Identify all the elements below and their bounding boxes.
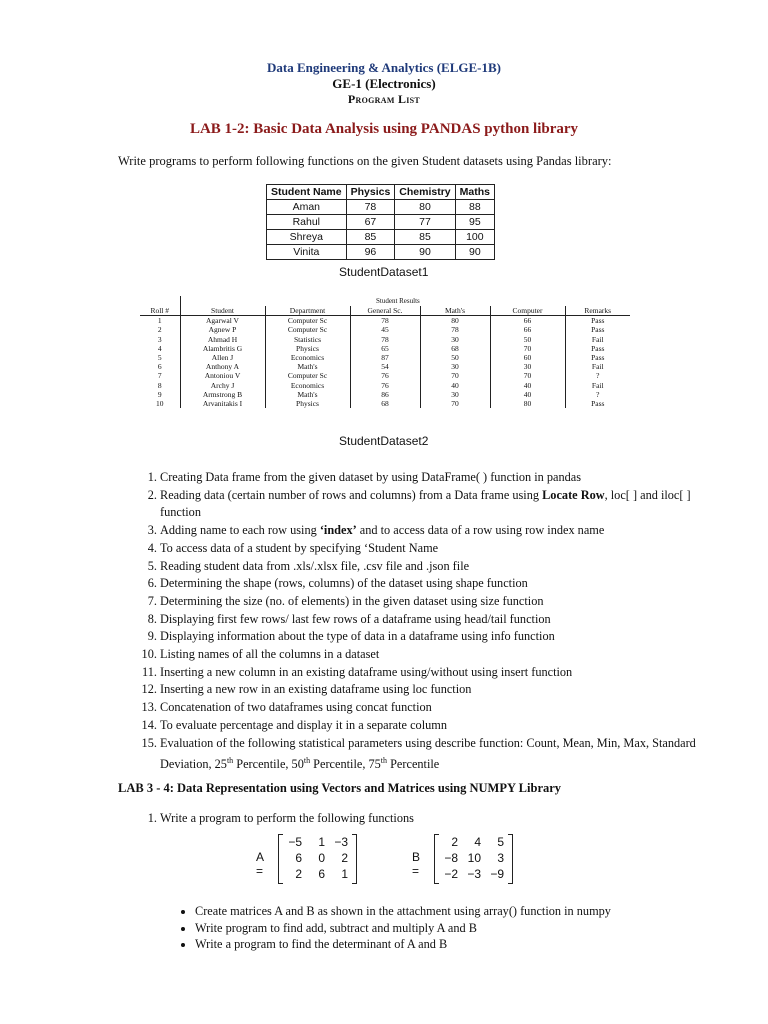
- dataset1-cell: 88: [455, 200, 494, 215]
- dataset2-cell: 45: [350, 325, 420, 334]
- dataset2-row: [140, 399, 630, 408]
- dataset2-cell: 60: [490, 353, 565, 362]
- dataset1-cell: 78: [346, 200, 395, 215]
- dataset2-cell: 66: [490, 325, 565, 334]
- dataset1-cell: 67: [346, 215, 395, 230]
- dataset2-cell: 30: [420, 390, 490, 399]
- dataset2-row: [140, 316, 630, 326]
- dataset2-cell: 54: [350, 362, 420, 371]
- lab3-item-1: 1. Write a program to perform the following functions: [160, 811, 414, 826]
- task-item: 3. Adding name to each row using ‘index’ and to access data of a row using row index name: [160, 522, 720, 540]
- dataset2-cell: 78: [350, 316, 420, 326]
- dataset1-header-cell: Chemistry: [395, 185, 455, 200]
- task-list: [118, 469, 720, 774]
- matrix-a-cell: 1: [341, 867, 348, 881]
- dataset2-cell: 5: [157, 353, 162, 363]
- matrix-b-cell: −8: [444, 851, 458, 865]
- dataset1-cell: 85: [395, 230, 455, 245]
- dataset2-cell: 65: [350, 344, 420, 353]
- dataset2-row: [140, 335, 630, 344]
- dataset2-cell: 50: [420, 353, 490, 362]
- dataset2-cell: 86: [350, 390, 420, 399]
- dataset1-cell: 85: [346, 230, 395, 245]
- dataset2-cell: 50: [490, 335, 565, 344]
- dataset2-header-cell: Remarks: [565, 306, 630, 316]
- matrix-a-cell: 2: [295, 867, 302, 881]
- matrix-a-cell: 2: [341, 851, 348, 865]
- dataset1-header-cell: Physics: [346, 185, 395, 200]
- dataset2-cell: Economics: [265, 353, 350, 362]
- dataset1-caption: StudentDataset1: [339, 265, 429, 279]
- dataset2-cell: 68: [420, 344, 490, 353]
- dataset2-cell: 78: [420, 325, 490, 334]
- dataset2-cell: Computer Sc: [265, 316, 350, 326]
- task-item: 5. Reading student data from .xls/.xlsx file, .csv file and .json file: [160, 558, 720, 576]
- lab3-bullet: • Write program to find add, subtract and multiply A and B: [195, 920, 611, 937]
- matrix-a-cell: −5: [288, 835, 302, 849]
- dataset2-cell: 2: [157, 325, 162, 335]
- dataset2-row: [140, 325, 630, 334]
- dataset1-cell: Rahul: [267, 215, 347, 230]
- dataset2-cell: Archy J: [180, 381, 265, 390]
- dataset2-cell: 80: [420, 316, 490, 326]
- dataset1-cell: 77: [395, 215, 455, 230]
- matrix-b-label: B =: [412, 850, 421, 878]
- dataset2-cell: Pass: [565, 353, 630, 362]
- student-dataset1-table: [266, 184, 495, 260]
- dataset1-cell: Shreya: [267, 230, 347, 245]
- lab3-bullet: • Write a program to find the determinant of A and B: [195, 936, 611, 953]
- dataset1-row: [267, 230, 495, 245]
- dataset2-cell: Allen J: [180, 353, 265, 362]
- dataset2-cell: 40: [420, 381, 490, 390]
- dataset2-cell: Armstrong B: [180, 390, 265, 399]
- dataset2-cell: 10: [156, 398, 164, 408]
- dataset2-cell: 68: [350, 399, 420, 408]
- task-item: 8. Displaying first few rows/ last few rows of a dataframe using head/tail function: [160, 611, 720, 629]
- dataset1-header-cell: Maths: [455, 185, 494, 200]
- dataset2-cell: 6: [157, 362, 162, 372]
- matrix-a-label: A =: [256, 850, 264, 878]
- dataset2-cell: Fail: [565, 335, 630, 344]
- dataset2-cell: 40: [490, 390, 565, 399]
- dataset2-row: [140, 344, 630, 353]
- matrix-b-cell: 2: [451, 835, 458, 849]
- group-title: GE-1 (Electronics): [332, 76, 436, 91]
- dataset2-cell: Economics: [265, 381, 350, 390]
- dataset2-cell: 70: [420, 371, 490, 380]
- lab3-bullet: • Create matrices A and B as shown in the attachment using array() function in numpy: [195, 903, 611, 920]
- dataset2-cell: Computer Sc: [265, 371, 350, 380]
- dataset2-cell: Statistics: [265, 335, 350, 344]
- dataset2-cell: 30: [490, 362, 565, 371]
- dataset2-cell: 76: [350, 381, 420, 390]
- dataset2-row: [140, 390, 630, 399]
- task-item: 2. Reading data (certain number of rows and columns) from a Data frame using Locate Row, loc[ ] and iloc[ ] function: [160, 487, 720, 522]
- task-item: 15. Evaluation of the following statistical parameters using describe function: Count, Mean, Min, Max, Standard Deviation, 25th Percentile, 50th Percentile, 75th Percentile: [160, 735, 720, 775]
- matrix-a-cell: 1: [318, 835, 325, 849]
- dataset2-cell: 80: [490, 399, 565, 408]
- dataset2-cell: 70: [490, 344, 565, 353]
- dataset2-cell: Pass: [565, 316, 630, 326]
- dataset1-cell: Vinita: [267, 245, 347, 260]
- dataset2-header-cell: Department: [265, 306, 350, 316]
- list-title: Program List: [347, 92, 421, 106]
- dataset2-cell: 8: [157, 380, 162, 390]
- dataset1-cell: 90: [455, 245, 494, 260]
- dataset2-cell: Pass: [565, 344, 630, 353]
- lab1-heading: LAB 1-2: Basic Data Analysis using PANDAS python library: [189, 121, 579, 137]
- dataset2-header-cell: General Sc.: [350, 306, 420, 316]
- dataset2-cell: 70: [490, 371, 565, 380]
- dataset2-header-cell: Student: [180, 306, 265, 316]
- matrix-b-cell: −9: [490, 867, 504, 881]
- dataset2-cell: Agnew P: [180, 325, 265, 334]
- dataset2-cell: 9: [157, 389, 162, 399]
- course-title: Data Engineering & Analytics (ELGE-1B): [266, 60, 501, 75]
- dataset1-cell: 90: [395, 245, 455, 260]
- matrix-b-cell: 10: [467, 851, 481, 865]
- matrix-b-cell: 3: [497, 851, 504, 865]
- lab3-bullets: [160, 903, 611, 953]
- dataset2-cell: Antoniou V: [180, 371, 265, 380]
- dataset2-cell: Math's: [265, 390, 350, 399]
- dataset2-header-cell: Math's: [420, 306, 490, 316]
- dataset2-cell: 40: [490, 381, 565, 390]
- dataset2-cell: 30: [420, 335, 490, 344]
- dataset2-cell: Pass: [565, 325, 630, 334]
- dataset1-cell: 96: [346, 245, 395, 260]
- dataset1-cell: 95: [455, 215, 494, 230]
- task-item: 4. To access data of a student by specifying ‘Student Name: [160, 540, 720, 558]
- dataset2-cell: 78: [350, 335, 420, 344]
- matrix-b-cell: −2: [444, 867, 458, 881]
- dataset2-cell: 66: [490, 316, 565, 326]
- dataset2-cell: 76: [350, 371, 420, 380]
- dataset1-cell: 80: [395, 200, 455, 215]
- matrix-a-cell: −3: [334, 835, 348, 849]
- dataset1-row: [267, 215, 495, 230]
- dataset2-header-cell: Computer: [490, 306, 565, 316]
- dataset2-cell: Math's: [265, 362, 350, 371]
- dataset1-header-cell: Student Name: [267, 185, 347, 200]
- dataset2-cell: 7: [157, 371, 162, 381]
- dataset2-cell: Fail: [565, 362, 630, 371]
- matrix-b-cell: 4: [474, 835, 481, 849]
- lab3-heading: LAB 3 - 4: Data Representation using Vectors and Matrices using NUMPY Library: [118, 781, 562, 795]
- dataset2-cell: Physics: [265, 344, 350, 353]
- dataset2-cell: 1: [157, 316, 162, 326]
- matrix-a-cell: 6: [318, 867, 325, 881]
- dataset2-cell: Ahmad H: [180, 335, 265, 344]
- task-item: 12. Inserting a new row in an existing dataframe using loc function: [160, 681, 720, 699]
- task-item: 9. Displaying information about the type of data in a dataframe using info function: [160, 628, 720, 646]
- dataset2-cell: Alambritis G: [180, 344, 265, 353]
- dataset2-cell: 3: [157, 334, 162, 344]
- matrix-a-cell: 0: [318, 851, 325, 865]
- dataset2-row: [140, 362, 630, 371]
- dataset2-row: [140, 353, 630, 362]
- dataset2-cell: Anthony A: [180, 362, 265, 371]
- dataset2-cell: 30: [420, 362, 490, 371]
- dataset2-cell: ?: [565, 390, 630, 399]
- dataset2-cell: Fail: [565, 381, 630, 390]
- task-item: 10. Listing names of all the columns in a dataset: [160, 646, 720, 664]
- dataset2-cell: Physics: [265, 399, 350, 408]
- task-item: 11. Inserting a new column in an existing dataframe using/without using insert function: [160, 664, 720, 682]
- matrix-b-cell: 5: [497, 835, 504, 849]
- dataset1-cell: 100: [455, 230, 494, 245]
- task-item: 6. Determining the shape (rows, columns) of the dataset using shape function: [160, 575, 720, 593]
- task-item: 14. To evaluate percentage and display it in a separate column: [160, 717, 720, 735]
- dataset1-row: [267, 245, 495, 260]
- task-item: 1. Creating Data frame from the given dataset by using DataFrame( ) function in pandas: [160, 469, 720, 487]
- matrix-a-cell: 6: [295, 851, 302, 865]
- dataset2-cell: 70: [420, 399, 490, 408]
- dataset2-super-header: Student Results: [180, 296, 631, 306]
- dataset1-cell: Aman: [267, 200, 347, 215]
- dataset2-caption: StudentDataset2: [339, 434, 429, 448]
- dataset2-row: [140, 381, 630, 390]
- lab3-list: [118, 811, 414, 826]
- dataset2-cell: 87: [350, 353, 420, 362]
- matrix-b-cell: −3: [467, 867, 481, 881]
- dataset2-header-cell: Roll #: [140, 306, 180, 316]
- dataset2-cell: ?: [565, 371, 630, 380]
- task-item: 7. Determining the size (no. of elements) in the given dataset using size function: [160, 593, 720, 611]
- task-item: 13. Concatenation of two dataframes using concat function: [160, 699, 720, 717]
- dataset2-row: [140, 371, 630, 380]
- dataset2-cell: Arvanitakis I: [180, 399, 265, 408]
- dataset2-cell: Agarwal V: [180, 316, 265, 326]
- dataset2-cell: Pass: [565, 399, 630, 408]
- dataset2-cell: Computer Sc: [265, 325, 350, 334]
- dataset1-row: [267, 200, 495, 215]
- lab1-intro: Write programs to perform following functions on the given Student datasets using Pandas library:: [118, 154, 612, 168]
- dataset2-cell: 4: [157, 343, 162, 353]
